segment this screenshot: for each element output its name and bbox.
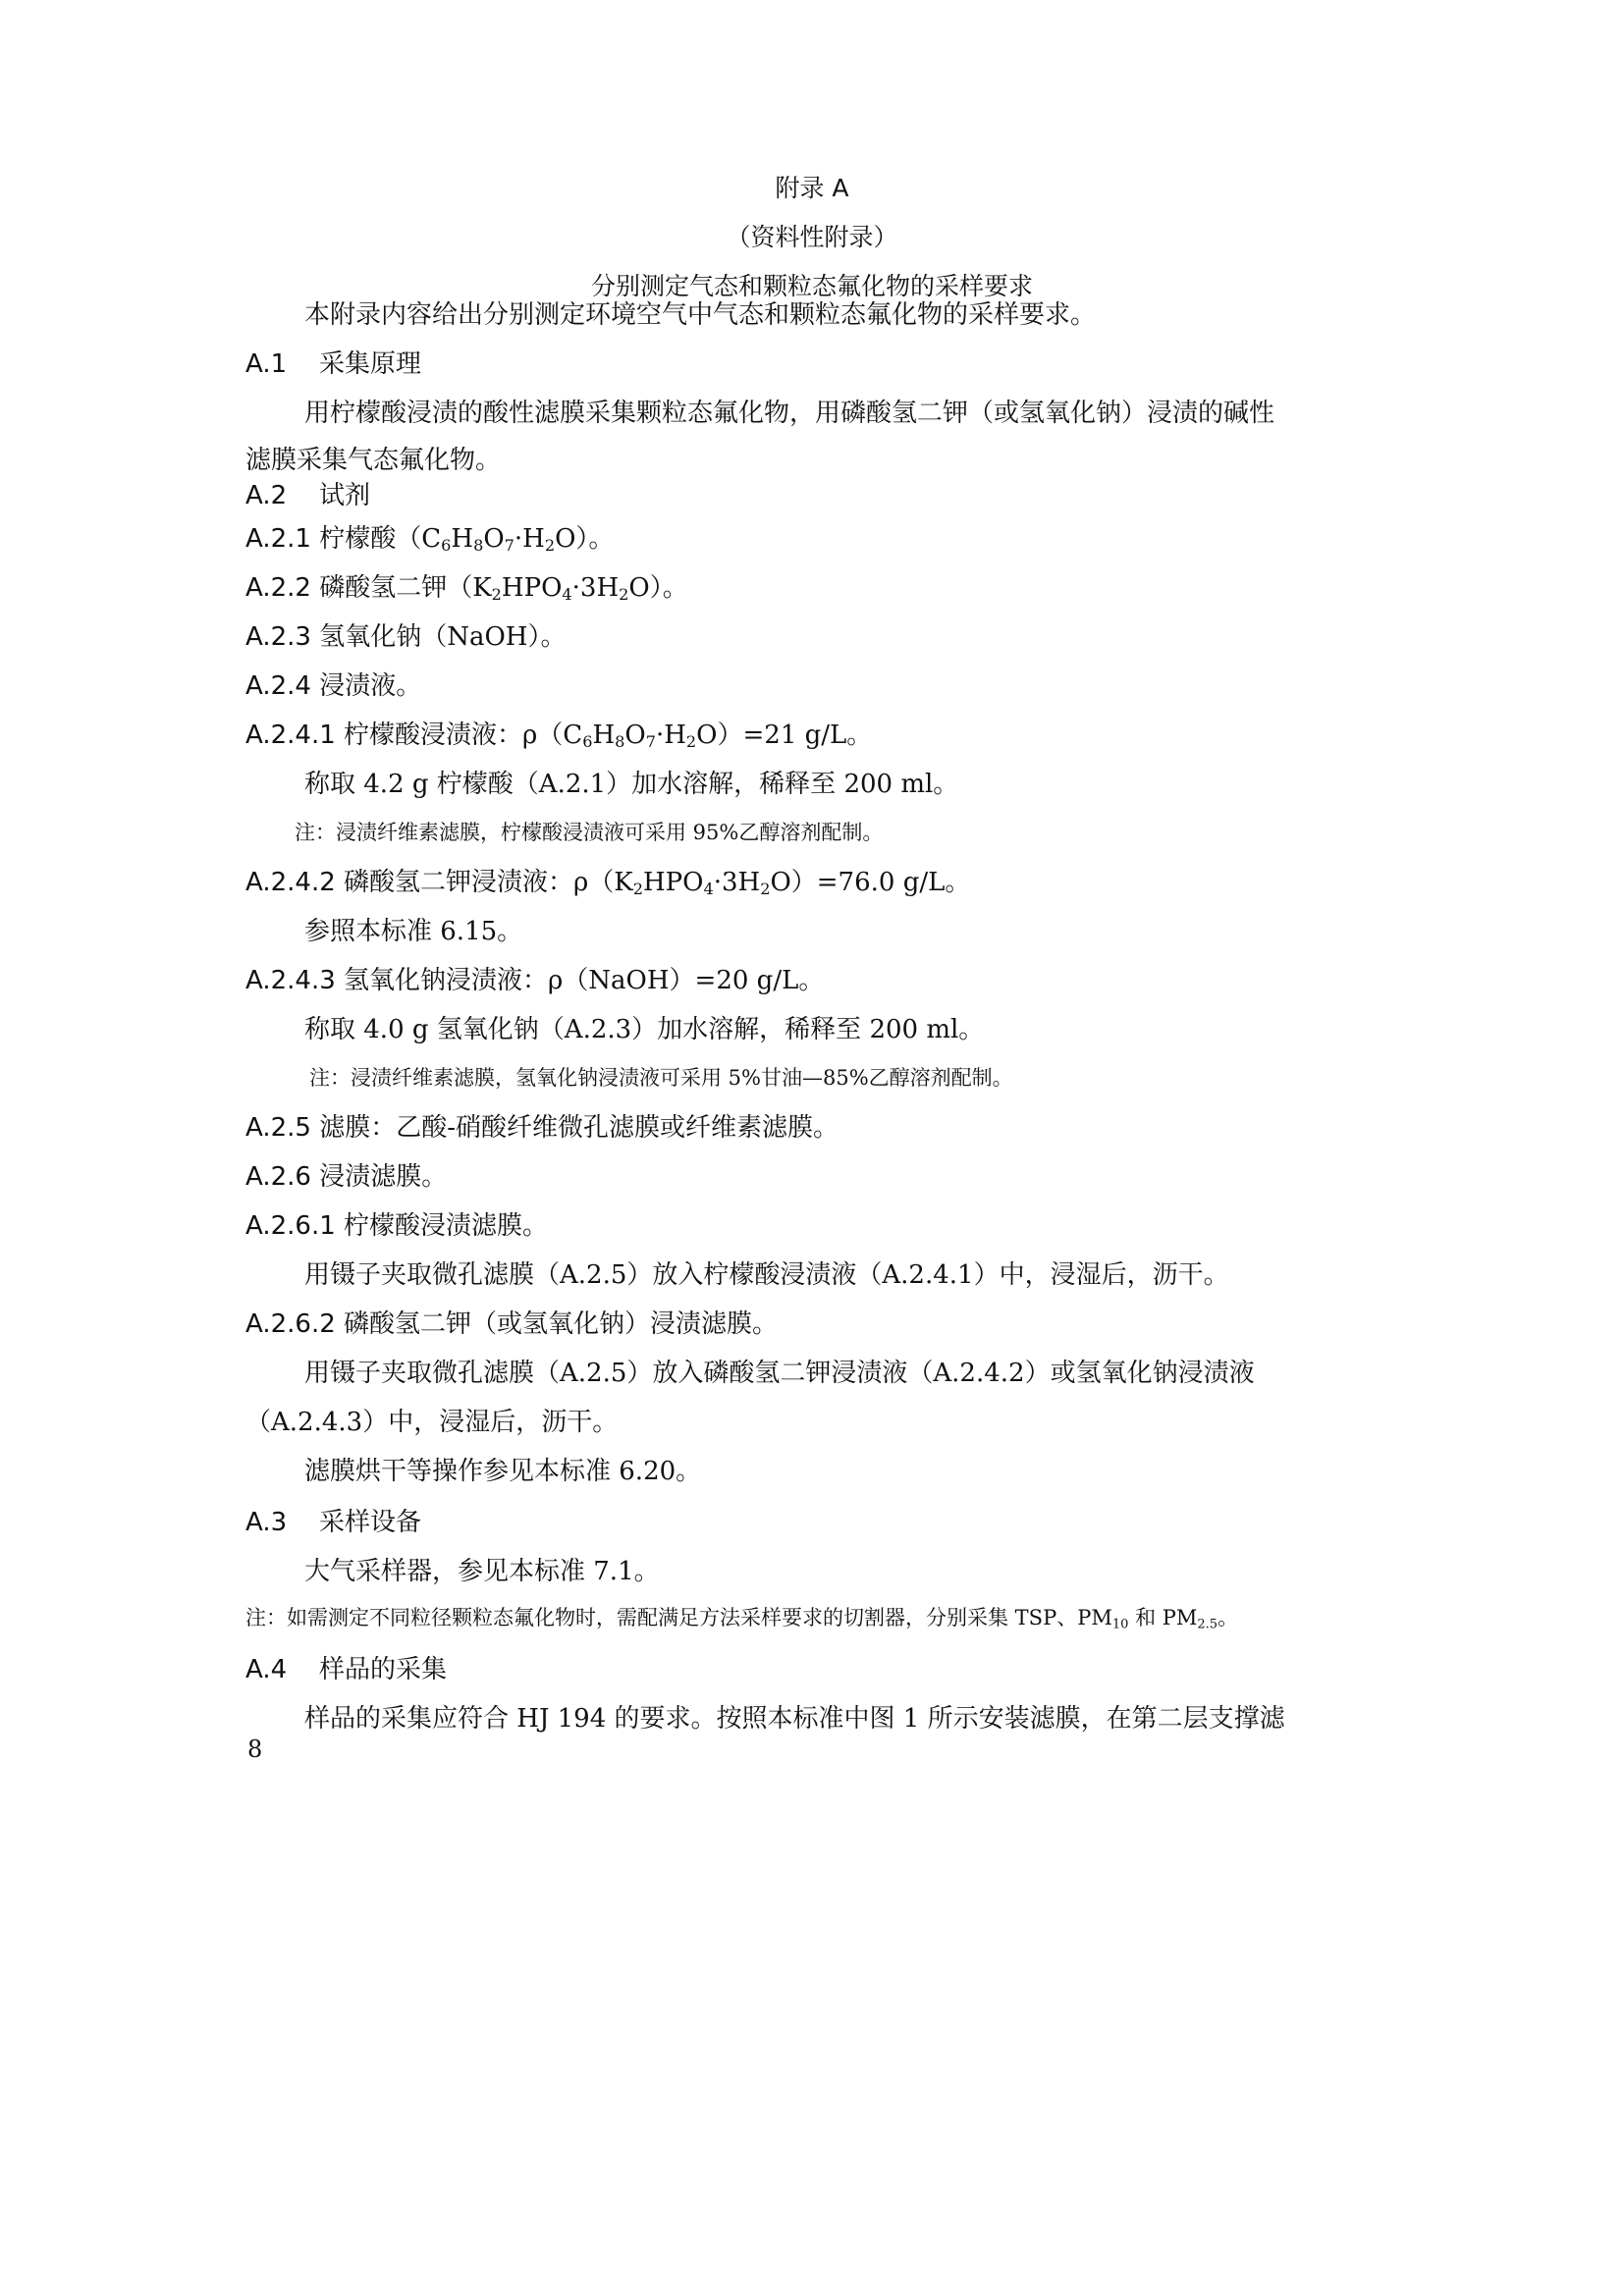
appendix-label: 附录 A xyxy=(775,174,849,202)
a2-6-1-body: 用镊子夹取微孔滤膜（A.2.5）放入柠檬酸浸渍液（A.2.4.1）中，浸湿后，沥干。 xyxy=(304,1260,1229,1290)
clause-a2-5 xyxy=(245,1107,839,1144)
clause-number: A.2.6.1 xyxy=(245,1211,336,1241)
clause-a2-2 xyxy=(245,567,688,604)
section-title: 采集原理 xyxy=(319,349,422,379)
a3-body: 大气采样器，参见本标准 7.1。 xyxy=(304,1557,660,1586)
a2-4-1-body: 称取 4.2 g 柠檬酸（A.2.1）加水溶解，稀释至 200 ml。 xyxy=(304,770,959,799)
clause-text: 磷酸氢二钾（或氢氧化钠）浸渍滤膜。 xyxy=(344,1309,779,1339)
clause-a2-6-1 xyxy=(245,1205,548,1242)
section-a1-heading xyxy=(245,344,421,380)
a2-4-3-body: 称取 4.0 g 氢氧化钠（A.2.3）加水溶解，稀释至 200 ml。 xyxy=(304,1015,985,1044)
a2-4-3-note: 注：浸渍纤维素滤膜，氢氧化钠浸渍液可采用 5%甘油—85%乙醇溶剂配制。 xyxy=(309,1066,1013,1090)
a2-6-2-line1: 用镊子夹取微孔滤膜（A.2.5）放入磷酸氢二钾浸渍液（A.2.4.2）或氢氧化钠浸渍液 xyxy=(304,1359,1255,1388)
a1-line2: 滤膜采集气态氟化物。 xyxy=(245,446,502,475)
clause-a2-4 xyxy=(245,666,421,702)
clause-a2-6 xyxy=(245,1156,447,1193)
clause-number: A.2.6 xyxy=(245,1162,311,1192)
clause-text: 氢氧化钠（NaOH）。 xyxy=(319,622,567,652)
section-a3-heading xyxy=(245,1502,421,1538)
clause-text: 氢氧化钠浸渍液：ρ（NaOH）=20 g/L。 xyxy=(344,966,825,995)
clause-number: A.2.2 xyxy=(245,573,311,603)
clause-text: 浸渍液。 xyxy=(319,671,422,701)
clause-text: 柠檬酸浸渍液：$\rho(C_6H_8O_7\cdot H_2O)=21$ g/L。 xyxy=(344,721,873,752)
section-number: A.1 xyxy=(245,349,288,379)
intro-paragraph: 本附录内容给出分别测定环境空气中气态和颗粒态氟化物的采样要求。 xyxy=(304,300,1097,330)
clause-a2-4-3 xyxy=(245,960,824,996)
clause-a2-4-1 xyxy=(245,715,872,751)
clause-number: A.2.4.1 xyxy=(245,721,336,750)
clause-a2-1 xyxy=(245,518,614,555)
section-number: A.3 xyxy=(245,1508,288,1537)
a4-body: 样品的采集应符合 HJ 194 的要求。按照本标准中图 1 所示安装滤膜，在第二层支撑滤 xyxy=(304,1704,1285,1734)
clause-number: A.2.1 xyxy=(245,524,311,554)
clause-text: 浸渍滤膜。 xyxy=(319,1162,448,1192)
section-title: 样品的采集 xyxy=(319,1655,448,1684)
clause-text: 柠檬酸浸渍滤膜。 xyxy=(344,1211,549,1241)
clause-text: 滤膜：乙酸-硝酸纤维微孔滤膜或纤维素滤膜。 xyxy=(319,1113,839,1143)
clause-text: 磷酸氢二钾$(K_2HPO_4\cdot 3H_2O)$。 xyxy=(319,573,688,605)
clause-number: A.2.4.3 xyxy=(245,966,336,995)
clause-number: A.2.6.2 xyxy=(245,1309,336,1339)
appendix-nature: （资料性附录） xyxy=(726,223,898,251)
a2-6-2-line3: 滤膜烘干等操作参见本标准 6.20。 xyxy=(304,1457,702,1486)
section-a2-heading xyxy=(245,475,370,511)
clause-text: 磷酸氢二钾浸渍液：$\rho(K_2HPO_4\cdot 3H_2O)=76.0$ g/L。 xyxy=(344,868,971,899)
section-number: A.2 xyxy=(245,481,288,510)
a2-6-2-line2: （A.2.4.3）中，浸湿后，沥干。 xyxy=(245,1408,619,1437)
section-title: 试剂 xyxy=(319,481,371,510)
section-a4-heading xyxy=(245,1649,447,1685)
a1-line1: 用柠檬酸浸渍的酸性滤膜采集颗粒态氟化物，用磷酸氢二钾（或氢氧化钠）浸渍的碱性 xyxy=(304,399,1275,428)
clause-number: A.2.5 xyxy=(245,1113,311,1143)
clause-text: 柠檬酸$(C_6H_8O_7\cdot H_2O)$。 xyxy=(319,524,615,556)
section-number: A.4 xyxy=(245,1655,288,1684)
clause-a2-6-2 xyxy=(245,1304,778,1340)
section-title: 采样设备 xyxy=(319,1508,422,1537)
a2-4-2-body: 参照本标准 6.15。 xyxy=(304,917,523,946)
clause-number: A.2.3 xyxy=(245,622,311,652)
a3-note: 注：如需测定不同粒径颗粒态氟化物时，需配满足方法采样要求的切割器，分别采集 TSP、$PM_{10}$ 和 $PM_{2.5}$。 xyxy=(245,1606,1239,1632)
a2-4-1-note: 注：浸渍纤维素滤膜，柠檬酸浸渍液可采用 95%乙醇溶剂配制。 xyxy=(295,821,884,844)
page-number: 8 xyxy=(247,1735,263,1763)
clause-a2-3 xyxy=(245,616,566,653)
appendix-title: 分别测定气态和颗粒态氟化物的采样要求 xyxy=(590,272,1033,300)
clause-a2-4-2 xyxy=(245,862,970,898)
clause-number: A.2.4 xyxy=(245,671,311,701)
clause-number: A.2.4.2 xyxy=(245,868,336,897)
